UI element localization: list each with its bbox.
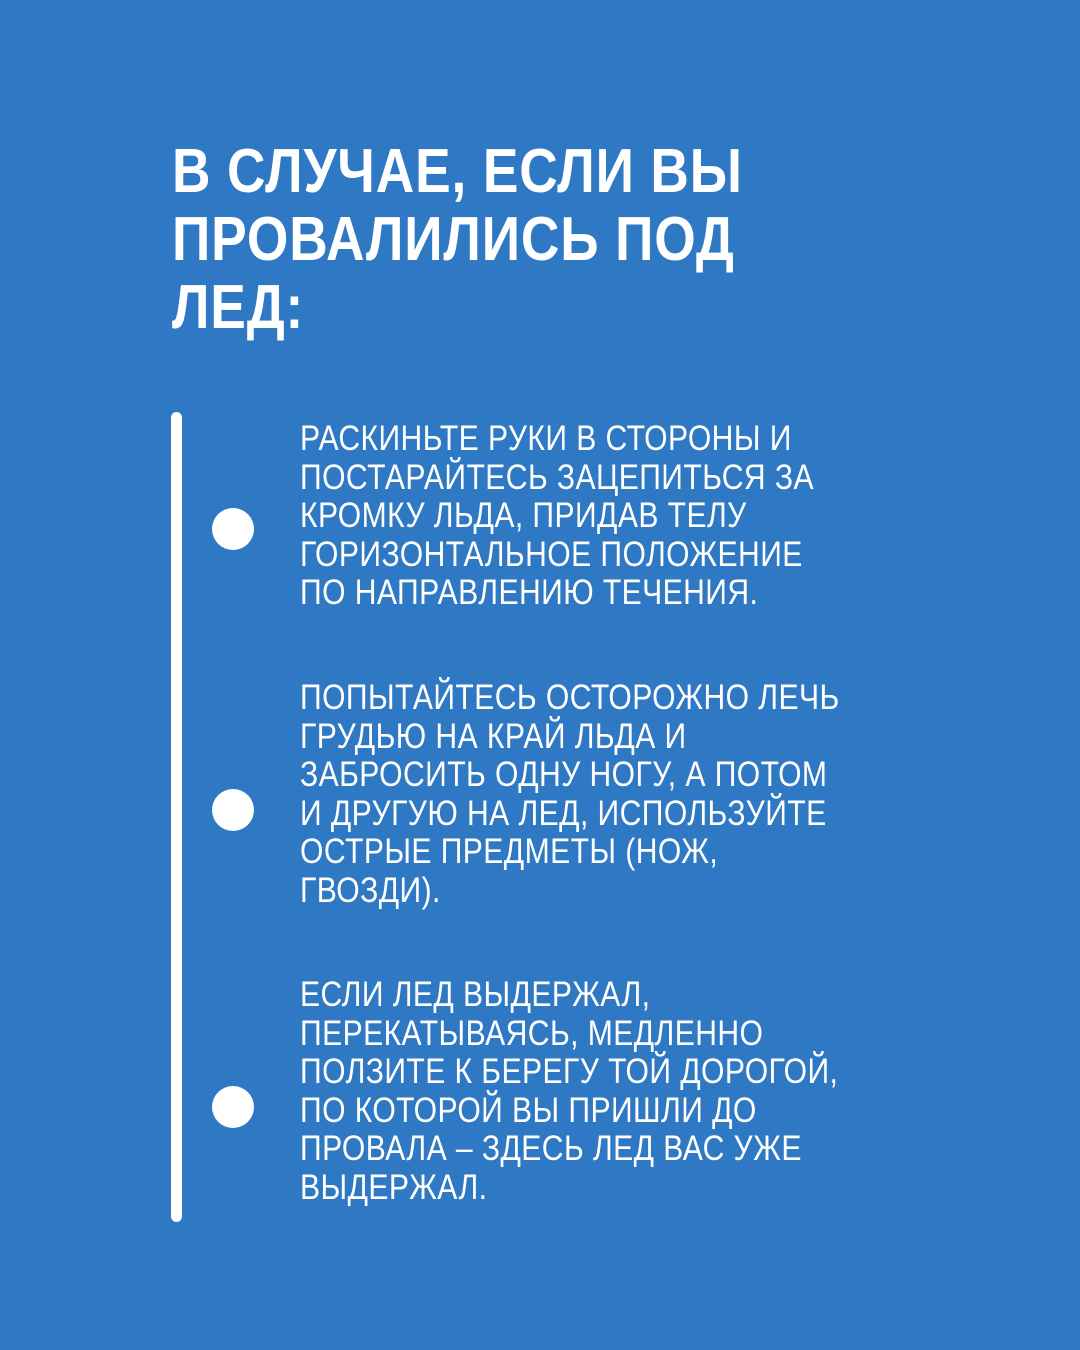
timeline-vertical-line xyxy=(171,412,182,1222)
title-line: В СЛУЧАЕ, ЕСЛИ ВЫ xyxy=(172,137,743,206)
bullet-circle-icon xyxy=(212,1086,254,1128)
step-line: ЕСЛИ ЛЕД ВЫДЕРЖАЛ, xyxy=(300,975,651,1014)
step-line: ПОПЫТАЙТЕСЬ ОСТОРОЖНО ЛЕЧЬ xyxy=(300,678,840,717)
title-line: ПРОВАЛИЛИСЬ ПОД xyxy=(172,205,735,274)
step-line: ПОСТАРАЙТЕСЬ ЗАЦЕПИТЬСЯ ЗА xyxy=(300,457,814,497)
step-line: ВЫДЕРЖАЛ. xyxy=(300,1167,488,1207)
step-line: ПО НАПРАВЛЕНИЮ ТЕЧЕНИЯ. xyxy=(300,573,759,612)
step-line: ПРОВАЛА – ЗДЕСЬ ЛЕД ВАС УЖЕ xyxy=(300,1129,802,1168)
step-line: ПОЛЗИТЕ К БЕРЕГУ ТОЙ ДОРОГОЙ, xyxy=(300,1052,839,1091)
step-line: КРОМКУ ЛЬДА, ПРИДАВ ТЕЛУ xyxy=(300,496,747,535)
step-line: РАСКИНЬТЕ РУКИ В СТОРОНЫ И xyxy=(300,419,792,458)
step-line: И ДРУГУЮ НА ЛЕД, ИСПОЛЬЗУЙТЕ xyxy=(300,793,827,833)
step-text xyxy=(300,976,988,1207)
title-line: ЛЕД: xyxy=(172,273,305,342)
step-text xyxy=(300,420,988,613)
step-line: ОСТРЫЕ ПРЕДМЕТЫ (НОЖ, xyxy=(300,832,719,871)
bullet-circle-icon xyxy=(212,508,254,550)
bullet-circle-icon xyxy=(212,789,254,831)
step-line: ГВОЗДИ). xyxy=(300,870,441,910)
step-line: ПЕРЕКАТЫВАЯСЬ, МЕДЛЕННО xyxy=(300,1013,764,1053)
step-text xyxy=(300,679,988,910)
step-line: ГОРИЗОНТАЛЬНОЕ ПОЛОЖЕНИЕ xyxy=(300,534,803,574)
step-line: ГРУДЬЮ НА КРАЙ ЛЬДА И xyxy=(300,716,687,756)
step-line: ПО КОТОРОЙ ВЫ ПРИШЛИ ДО xyxy=(300,1090,757,1130)
page-title xyxy=(172,138,791,342)
step-line: ЗАБРОСИТЬ ОДНУ НОГУ, А ПОТОМ xyxy=(300,755,828,794)
